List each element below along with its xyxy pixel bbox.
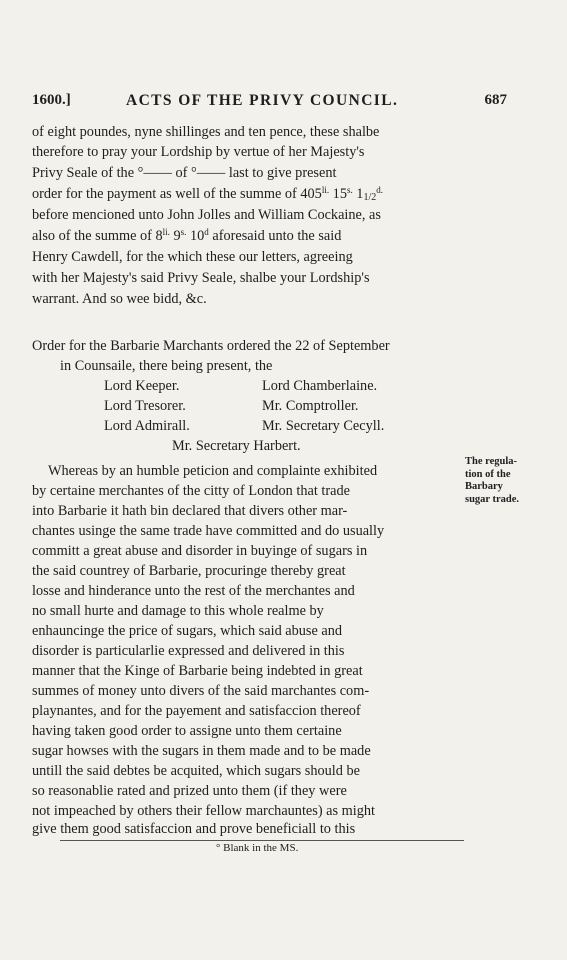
text-fragment: aforesaid unto the said	[208, 228, 342, 244]
page-number: 687	[484, 92, 507, 108]
text-line: Henry Cawdell, for the which these our letters, agreeing	[32, 249, 353, 265]
margin-note	[465, 456, 519, 506]
text-line: Privy Seale of the °—— of °—— last to give present	[32, 165, 337, 181]
attendee-lord-chamberlaine: Lord Chamberlaine.	[262, 378, 378, 394]
text-fragment: 10	[186, 228, 205, 244]
text-line: not impeached by others their fellow marchauntes) as might	[32, 803, 376, 819]
running-header	[32, 92, 507, 114]
text-line: into Barbarie it hath bin declared that divers other mar-	[32, 503, 348, 519]
text-fragment: 9	[169, 228, 181, 244]
superscript-li: li.	[162, 227, 170, 237]
text-line: playnantes, and for the payement and satisfaccion thereof	[32, 703, 361, 719]
text-line: of eight poundes, nyne shillinges and ten pence, these shalbe	[32, 124, 380, 140]
text-line: so reasonablie rated and prized unto them (if they were	[32, 783, 347, 799]
footnote-rule	[60, 840, 464, 841]
superscript-d: d	[204, 227, 209, 237]
text-line: sugar howses with the sugars in them made and to be made	[32, 743, 371, 759]
text-line: enhauncinge the price of sugars, which said abuse and	[32, 623, 343, 639]
margin-note-line: The regula-	[465, 456, 518, 467]
attendee-secretary-cecyll: Mr. Secretary Cecyll.	[262, 418, 385, 434]
text-fragment: also of the summe of 8	[32, 228, 163, 244]
text-line	[32, 227, 341, 246]
text-line: before mencioned unto John Jolles and William Cockaine, as	[32, 207, 381, 223]
margin-note-line: Barbary	[465, 481, 503, 492]
text-line: Whereas by an humble peticion and complainte exhibited	[48, 463, 378, 479]
text-fragment: 15	[329, 186, 347, 202]
header-title: ACTS OF THE PRIVY COUNCIL.	[126, 92, 399, 109]
attendee-comptroller: Mr. Comptroller.	[262, 398, 359, 414]
text-line: committ a great abuse and disorder in buyinge of sugars in	[32, 543, 368, 559]
text-fragment: 1	[352, 186, 364, 202]
superscript-li: li.	[321, 185, 330, 195]
text-fragment: order for the payment as well of the summe of 405	[32, 186, 322, 202]
text-line: disorder is particularlie expressed and delivered in this	[32, 643, 345, 659]
attendee-lord-keeper: Lord Keeper.	[104, 378, 180, 394]
text-line: chantes usinge the same trade have committed and do usually	[32, 523, 385, 539]
header-year: 1600.]	[32, 92, 71, 108]
fraction-half: 1/2	[363, 192, 377, 203]
text-line: with her Majesty's said Privy Seale, shalbe your Lordship's	[32, 270, 370, 286]
text-line: give them good satisfaccion and prove beneficiall to this	[32, 821, 356, 837]
text-line	[32, 185, 383, 205]
attendee-secretary-harbert: Mr. Secretary Harbert.	[172, 438, 301, 454]
order-heading-line: in Counsaile, there being present, the	[60, 358, 273, 374]
text-line: no small hurte and damage to this whole realme by	[32, 603, 324, 619]
superscript-s: s.	[180, 227, 187, 237]
superscript-d: d.	[376, 185, 383, 195]
text-line: manner that the Kinge of Barbarie being indebted in great	[32, 663, 363, 679]
text-line: having taken good order to assigne unto them certaine	[32, 723, 342, 739]
attendee-lord-tresorer: Lord Tresorer.	[104, 398, 186, 414]
text-line: warrant. And so wee bidd, &c.	[32, 291, 207, 307]
margin-note-line: tion of the	[465, 468, 511, 480]
order-heading-line: Order for the Barbarie Marchants ordered the 22 of September	[32, 338, 390, 354]
text-line: by certaine merchantes of the citty of London that trade	[32, 483, 350, 499]
text-line: the said countrey of Barbarie, procuringe thereby great	[32, 563, 346, 579]
text-line: therefore to pray your Lordship by vertue of her Majesty's	[32, 144, 365, 160]
text-line: losse and hinderance unto the rest of the merchantes and	[32, 583, 355, 599]
text-line: summes of money unto divers of the said marchantes com-	[32, 683, 370, 699]
attendee-lord-admirall: Lord Admirall.	[104, 418, 190, 434]
text-line: untill the said debtes be acquited, which sugars should be	[32, 763, 360, 779]
superscript-s: s.	[346, 185, 353, 195]
footnote: ° Blank in the MS.	[216, 842, 299, 854]
margin-note-line: sugar trade.	[465, 493, 520, 505]
